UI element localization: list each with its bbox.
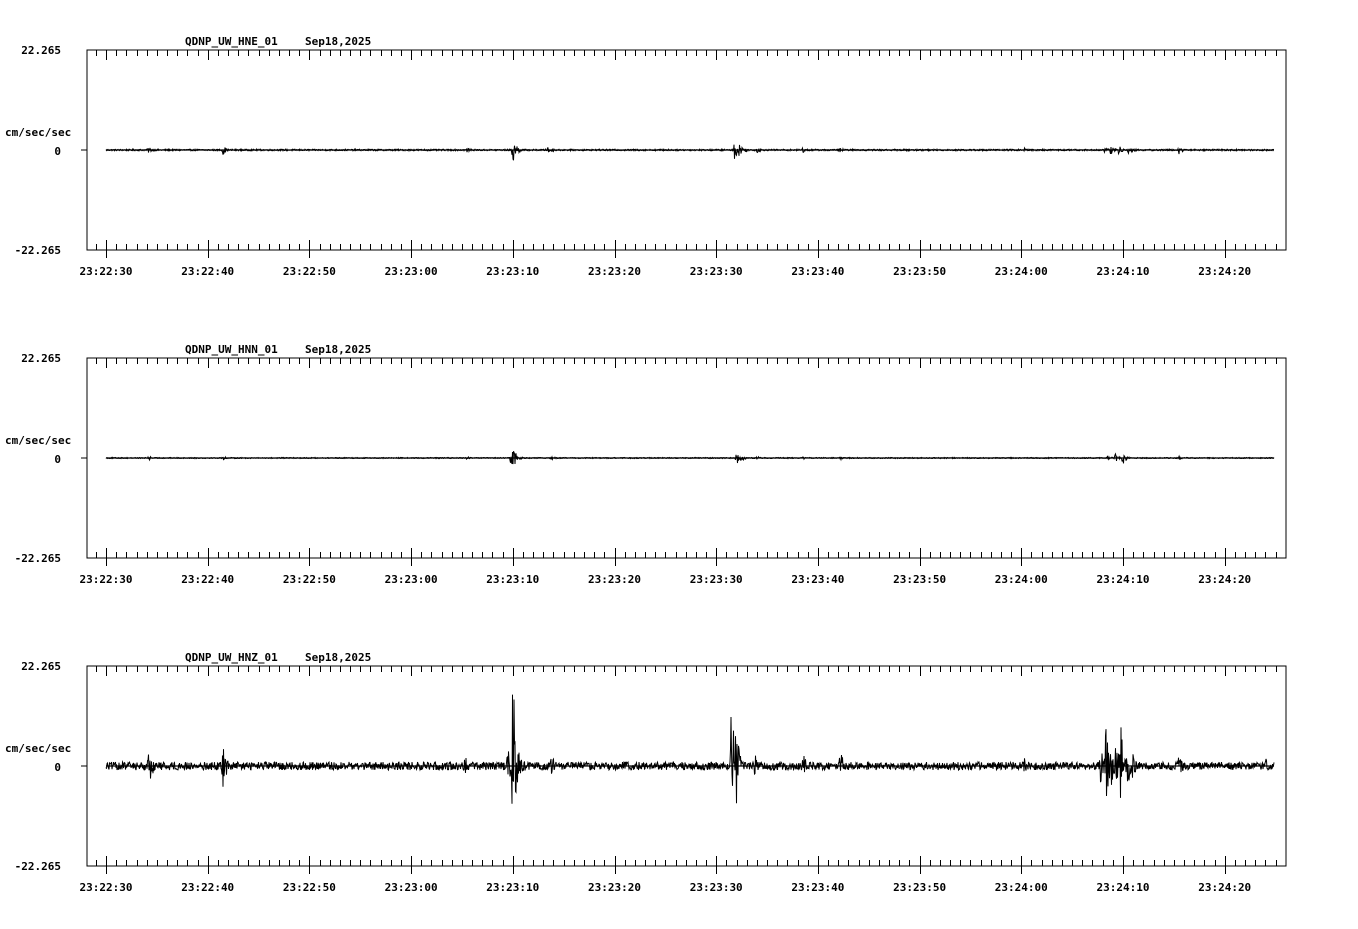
x-tick-label: 23:24:10	[1096, 573, 1150, 586]
y-tick-min: -22.265	[14, 860, 61, 873]
x-tick-label: 23:23:50	[893, 881, 947, 894]
x-tick-label: 23:23:30	[689, 573, 743, 586]
x-tick-label: 23:23:40	[791, 265, 845, 278]
x-tick-label: 23:22:30	[79, 881, 133, 894]
x-tick-label: 23:23:20	[588, 573, 641, 586]
x-tick-label: 23:22:50	[282, 573, 336, 586]
y-tick-max: 22.265	[21, 660, 61, 673]
y-tick-min: -22.265	[14, 552, 61, 565]
x-tick-label: 23:23:10	[486, 881, 540, 894]
trace-station-label: QDNP_UW_HNN_01	[185, 343, 278, 356]
x-tick-label: 23:23:20	[588, 265, 641, 278]
x-tick-label: 23:23:30	[689, 265, 743, 278]
x-tick-label: 23:24:20	[1198, 265, 1252, 278]
x-tick-label: 23:24:00	[994, 265, 1048, 278]
y-axis-label: cm/sec/sec	[5, 742, 72, 755]
x-tick-label: 23:24:10	[1096, 881, 1150, 894]
y-tick-zero: 0	[54, 761, 61, 774]
y-axis-label: cm/sec/sec	[5, 434, 72, 447]
x-tick-label: 23:22:50	[282, 265, 336, 278]
trace-date-label: Sep18,2025	[305, 651, 372, 664]
y-tick-zero: 0	[54, 145, 61, 158]
y-tick-zero: 0	[54, 453, 61, 466]
x-tick-label: 23:23:20	[588, 881, 641, 894]
x-tick-label: 23:23:50	[893, 573, 947, 586]
x-tick-label: 23:23:30	[689, 881, 743, 894]
x-tick-label: 23:23:10	[486, 573, 540, 586]
x-tick-label: 23:23:00	[384, 265, 438, 278]
y-tick-max: 22.265	[21, 352, 61, 365]
y-tick-min: -22.265	[14, 244, 61, 257]
trace-date-label: Sep18,2025	[305, 343, 372, 356]
trace-station-label: QDNP_UW_HNZ_01	[185, 651, 278, 664]
y-axis-label: cm/sec/sec	[5, 126, 72, 139]
y-tick-max: 22.265	[21, 44, 61, 57]
x-tick-label: 23:23:10	[486, 265, 540, 278]
x-tick-label: 23:23:00	[384, 573, 438, 586]
x-tick-label: 23:23:00	[384, 881, 438, 894]
x-tick-label: 23:22:40	[181, 265, 235, 278]
x-tick-label: 23:24:00	[994, 573, 1048, 586]
x-tick-label: 23:24:00	[994, 881, 1048, 894]
x-tick-label: 23:23:40	[791, 573, 845, 586]
trace-date-label: Sep18,2025	[305, 35, 372, 48]
x-tick-label: 23:22:40	[181, 881, 235, 894]
waveform-trace	[106, 145, 1274, 161]
x-tick-label: 23:22:30	[79, 573, 133, 586]
x-tick-label: 23:22:40	[181, 573, 235, 586]
x-tick-label: 23:24:20	[1198, 881, 1252, 894]
x-tick-label: 23:22:30	[79, 265, 133, 278]
x-tick-label: 23:23:50	[893, 265, 947, 278]
x-tick-label: 23:22:50	[282, 881, 336, 894]
x-tick-label: 23:24:20	[1198, 573, 1252, 586]
x-tick-label: 23:23:40	[791, 881, 845, 894]
trace-station-label: QDNP_UW_HNE_01	[185, 35, 278, 48]
x-tick-label: 23:24:10	[1096, 265, 1150, 278]
waveform-trace	[106, 695, 1274, 804]
